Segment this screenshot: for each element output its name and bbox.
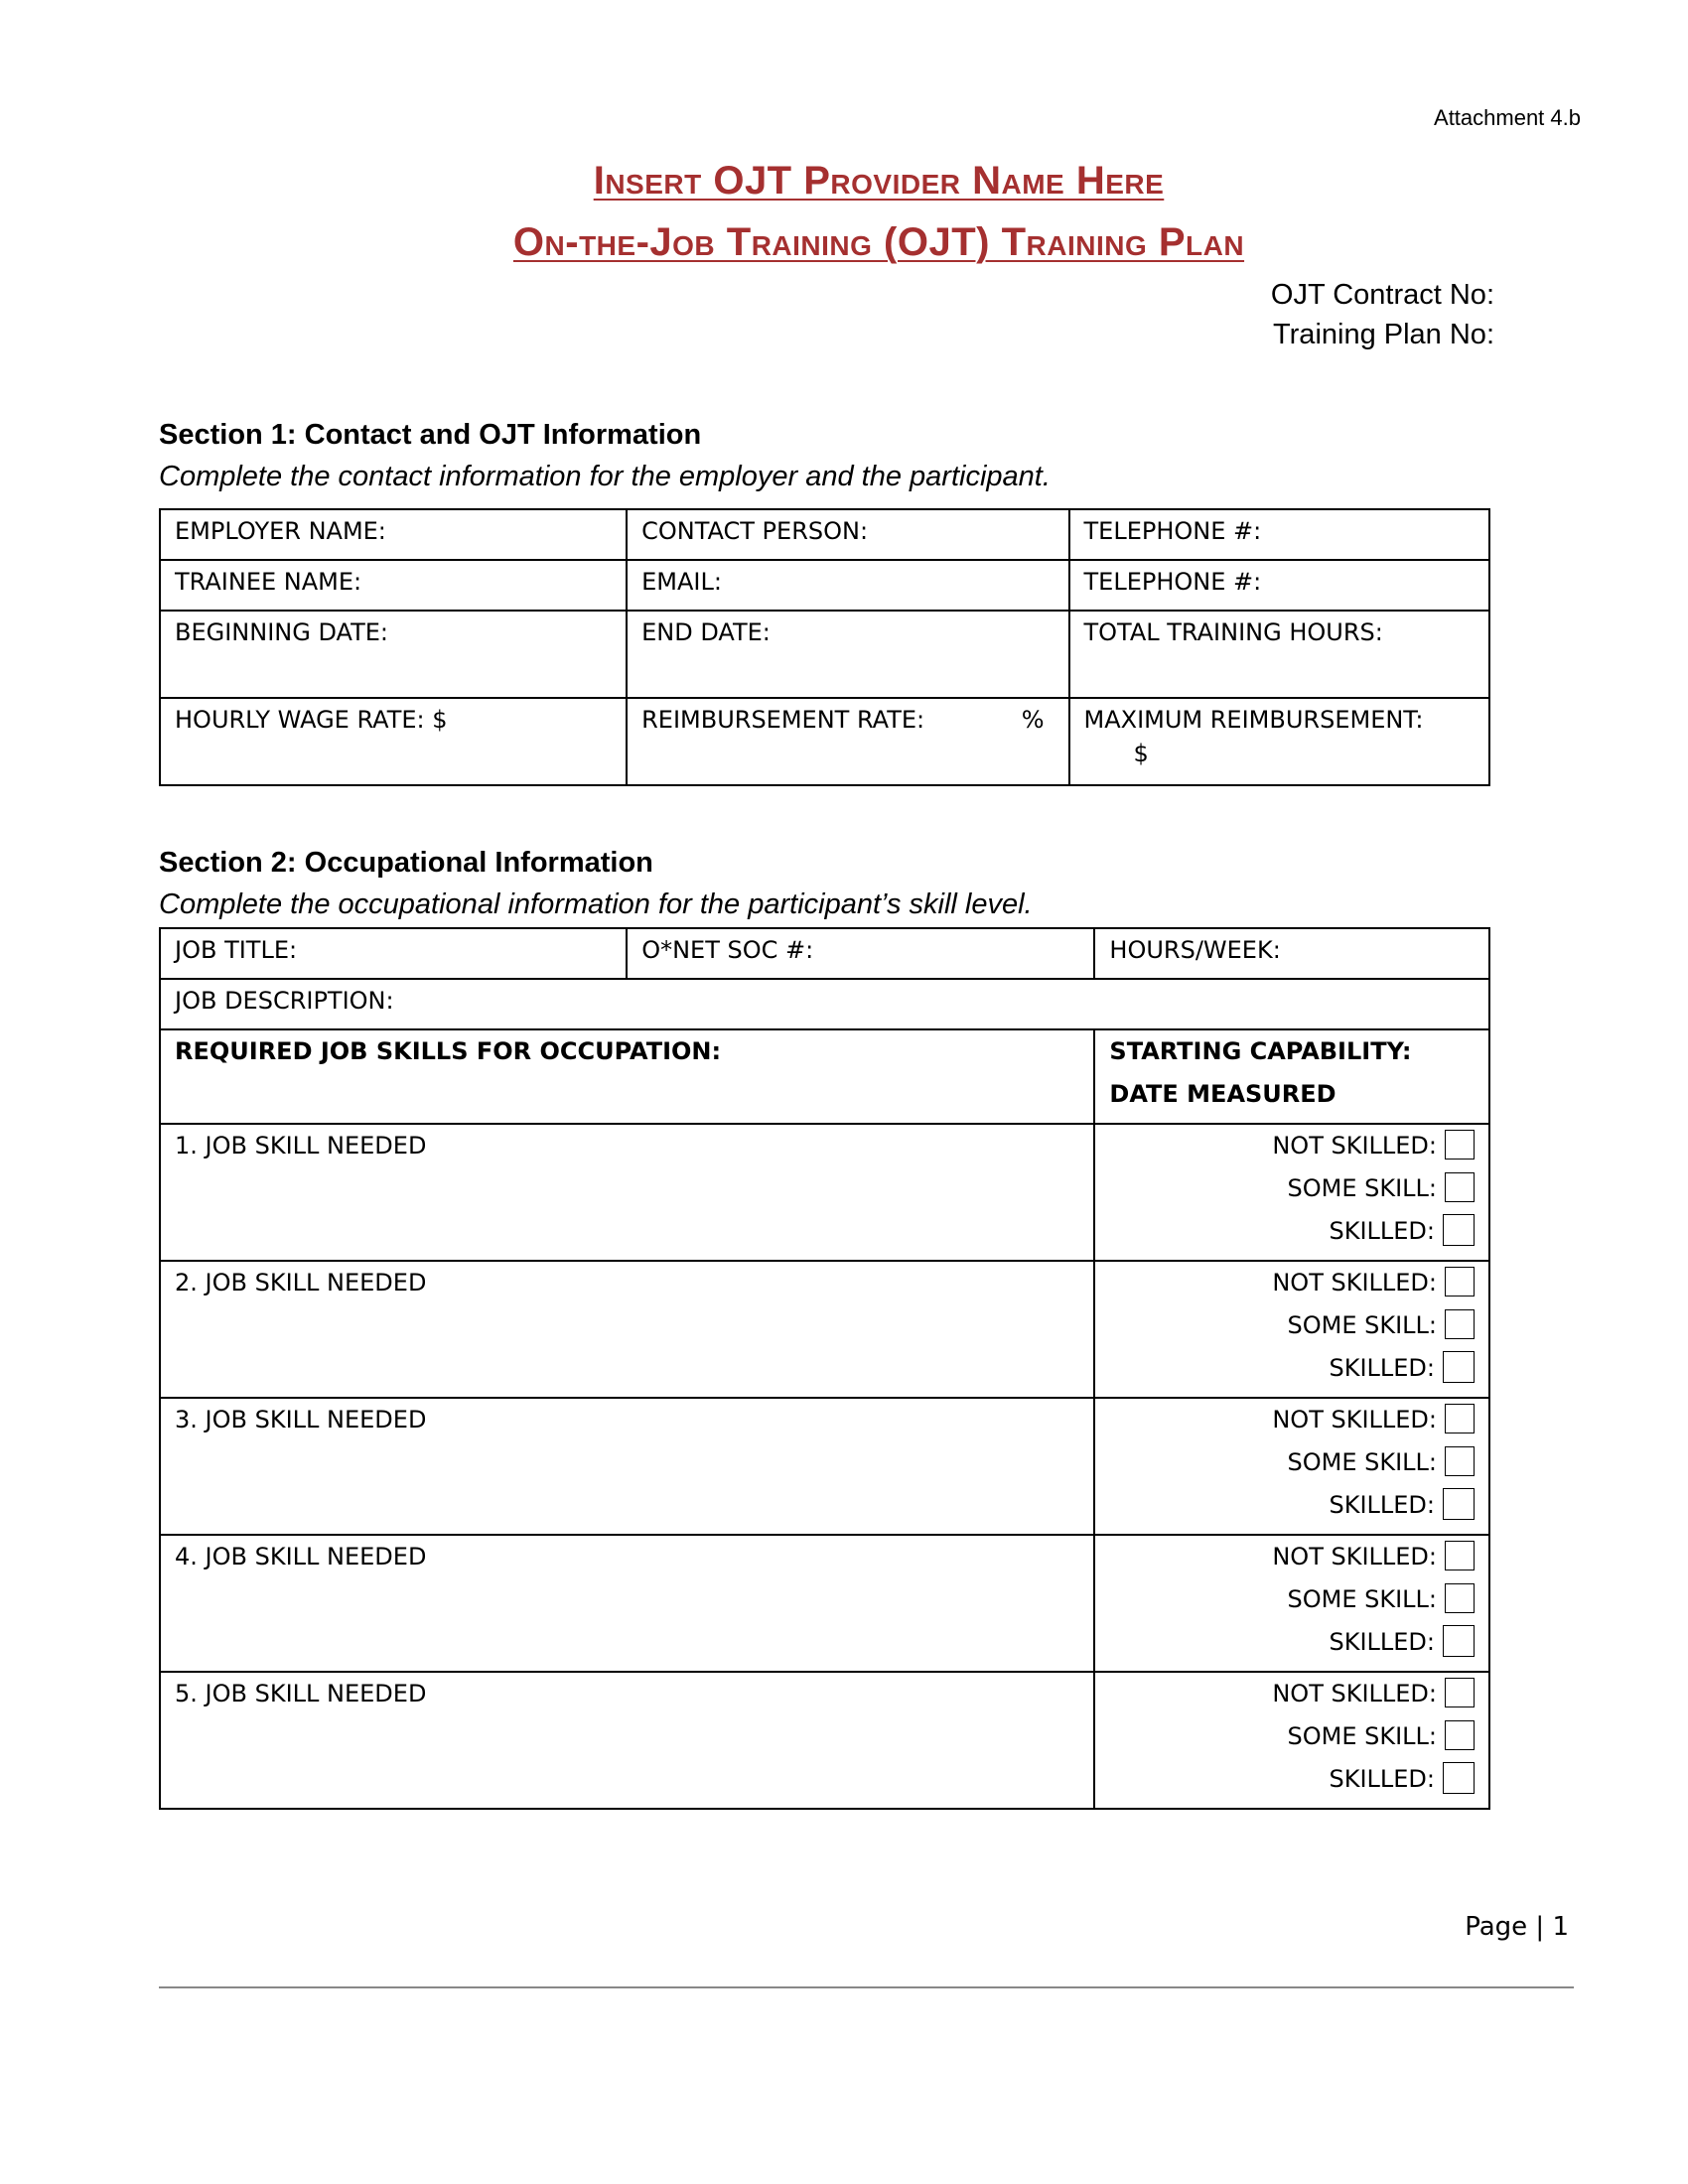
skill-level-label: SKILLED: xyxy=(1329,1628,1435,1656)
skill-level-option xyxy=(1109,1536,1475,1578)
section1-instruction: Complete the contact information for the employer and the participant. xyxy=(159,461,1051,492)
skill-level-checkbox[interactable] xyxy=(1445,1309,1475,1339)
table-row xyxy=(160,1029,1489,1124)
job-description-field[interactable]: JOB DESCRIPTION: xyxy=(160,979,1489,1029)
end-date-field[interactable]: END DATE: xyxy=(627,611,1068,698)
skill-level-label: NOT SKILLED: xyxy=(1272,1680,1437,1707)
skill-row xyxy=(160,1261,1489,1398)
skill-level-option xyxy=(1109,1167,1475,1210)
skill-level-option xyxy=(1109,1621,1475,1664)
job-skill-field[interactable]: 1. JOB SKILL NEEDED xyxy=(160,1124,1094,1261)
section2-heading: Section 2: Occupational Information xyxy=(159,847,653,879)
skill-level-checkbox[interactable] xyxy=(1445,1404,1475,1433)
skill-level-label: SKILLED: xyxy=(1329,1491,1435,1519)
skill-level-option xyxy=(1109,1484,1475,1527)
skill-level-option xyxy=(1109,1758,1475,1801)
dollar-sign: $ xyxy=(1133,740,1149,767)
skill-level-label: SOME SKILL: xyxy=(1287,1311,1437,1339)
job-skill-field[interactable]: 5. JOB SKILL NEEDED xyxy=(160,1672,1094,1809)
page-number: Page | 1 xyxy=(1465,1912,1569,1942)
skill-row xyxy=(160,1535,1489,1672)
skill-level-label: SOME SKILL: xyxy=(1287,1174,1437,1202)
starting-capability-label: STARTING CAPABILITY: xyxy=(1109,1037,1412,1065)
skill-level-checkbox[interactable] xyxy=(1445,1583,1475,1613)
max-reimbursement-label: MAXIMUM REIMBURSEMENT: xyxy=(1083,706,1424,734)
skill-level-label: NOT SKILLED: xyxy=(1272,1406,1437,1433)
skill-level-option xyxy=(1109,1578,1475,1621)
skill-level-option xyxy=(1109,1262,1475,1304)
starting-capability-header xyxy=(1094,1029,1489,1124)
contact-person-field[interactable]: CONTACT PERSON: xyxy=(627,509,1068,560)
skill-level-option xyxy=(1109,1715,1475,1758)
required-skills-header: REQUIRED JOB SKILLS FOR OCCUPATION: xyxy=(160,1029,1094,1124)
email-field[interactable]: EMAIL: xyxy=(627,560,1068,611)
table-row xyxy=(160,928,1489,979)
skill-level-checkbox[interactable] xyxy=(1445,1678,1475,1707)
max-reimbursement-field[interactable] xyxy=(1069,698,1490,785)
reimbursement-rate-label: REIMBURSEMENT RATE: xyxy=(641,706,925,734)
date-measured-label: DATE MEASURED xyxy=(1109,1080,1336,1108)
job-title-field[interactable]: JOB TITLE: xyxy=(160,928,627,979)
skill-level-cell xyxy=(1094,1535,1489,1672)
skill-level-checkbox[interactable] xyxy=(1445,1446,1475,1476)
table-row xyxy=(160,698,1489,785)
skill-level-cell xyxy=(1094,1672,1489,1809)
table-row xyxy=(160,611,1489,698)
skill-level-checkbox[interactable] xyxy=(1445,1267,1475,1297)
skill-row xyxy=(160,1672,1489,1809)
section1-heading: Section 1: Contact and OJT Information xyxy=(159,419,702,451)
skill-level-label: SKILLED: xyxy=(1329,1765,1435,1793)
occupational-info-table xyxy=(159,927,1490,1810)
skill-level-label: NOT SKILLED: xyxy=(1272,1543,1437,1570)
skill-level-cell xyxy=(1094,1398,1489,1535)
skill-level-checkbox[interactable] xyxy=(1445,1541,1475,1570)
skill-level-cell xyxy=(1094,1261,1489,1398)
employer-name-field[interactable]: EMPLOYER NAME: xyxy=(160,509,627,560)
skill-level-option xyxy=(1109,1304,1475,1347)
skill-level-checkbox[interactable] xyxy=(1443,1351,1475,1383)
hours-week-field[interactable]: HOURS/WEEK: xyxy=(1094,928,1489,979)
hourly-wage-field[interactable]: HOURLY WAGE RATE: $ xyxy=(160,698,627,785)
employer-telephone-field[interactable]: TELEPHONE #: xyxy=(1069,509,1490,560)
skill-level-checkbox[interactable] xyxy=(1443,1214,1475,1246)
skill-row xyxy=(160,1124,1489,1261)
job-skill-field[interactable]: 2. JOB SKILL NEEDED xyxy=(160,1261,1094,1398)
skill-level-label: SKILLED: xyxy=(1329,1354,1435,1382)
skill-level-checkbox[interactable] xyxy=(1445,1172,1475,1202)
trainee-name-field[interactable]: TRAINEE NAME: xyxy=(160,560,627,611)
skill-level-option xyxy=(1109,1441,1475,1484)
job-skill-field[interactable]: 3. JOB SKILL NEEDED xyxy=(160,1398,1094,1535)
contract-number-label: OJT Contract No: xyxy=(1270,279,1494,311)
skill-level-label: SOME SKILL: xyxy=(1287,1722,1437,1750)
contact-info-table xyxy=(159,508,1490,786)
skill-level-label: NOT SKILLED: xyxy=(1272,1269,1437,1297)
table-row xyxy=(160,509,1489,560)
table-row xyxy=(160,979,1489,1029)
footer-divider xyxy=(159,1986,1574,1988)
beginning-date-field[interactable]: BEGINNING DATE: xyxy=(160,611,627,698)
skill-level-checkbox[interactable] xyxy=(1445,1130,1475,1160)
skill-level-label: NOT SKILLED: xyxy=(1272,1132,1437,1160)
trainee-telephone-field[interactable]: TELEPHONE #: xyxy=(1069,560,1490,611)
plan-number-label: Training Plan No: xyxy=(1273,319,1494,350)
skill-level-cell xyxy=(1094,1124,1489,1261)
reimbursement-rate-field[interactable] xyxy=(627,698,1068,785)
skill-level-option xyxy=(1109,1347,1475,1390)
section2-instruction: Complete the occupational information for the participant’s skill level. xyxy=(159,888,1033,920)
skill-row xyxy=(160,1398,1489,1535)
skill-level-label: SOME SKILL: xyxy=(1287,1448,1437,1476)
onet-soc-field[interactable]: O*NET SOC #: xyxy=(627,928,1094,979)
total-hours-field[interactable]: TOTAL TRAINING HOURS: xyxy=(1069,611,1490,698)
skill-level-checkbox[interactable] xyxy=(1445,1720,1475,1750)
job-skill-field[interactable]: 4. JOB SKILL NEEDED xyxy=(160,1535,1094,1672)
skill-level-option xyxy=(1109,1125,1475,1167)
provider-name-title: Insert OJT Provider Name Here xyxy=(593,159,1165,203)
percent-sign: % xyxy=(1021,706,1045,734)
skills-list xyxy=(160,1124,1489,1809)
skill-level-option xyxy=(1109,1673,1475,1715)
skill-level-checkbox[interactable] xyxy=(1443,1625,1475,1657)
attachment-label: Attachment 4.b xyxy=(1434,105,1581,130)
skill-level-option xyxy=(1109,1399,1475,1441)
skill-level-label: SOME SKILL: xyxy=(1287,1585,1437,1613)
skill-level-checkbox[interactable] xyxy=(1443,1762,1475,1794)
table-row xyxy=(160,560,1489,611)
training-plan-title: On-the-Job Training (OJT) Training Plan xyxy=(512,220,1245,264)
skill-level-option xyxy=(1109,1210,1475,1253)
skill-level-label: SKILLED: xyxy=(1329,1217,1435,1245)
skill-level-checkbox[interactable] xyxy=(1443,1488,1475,1520)
